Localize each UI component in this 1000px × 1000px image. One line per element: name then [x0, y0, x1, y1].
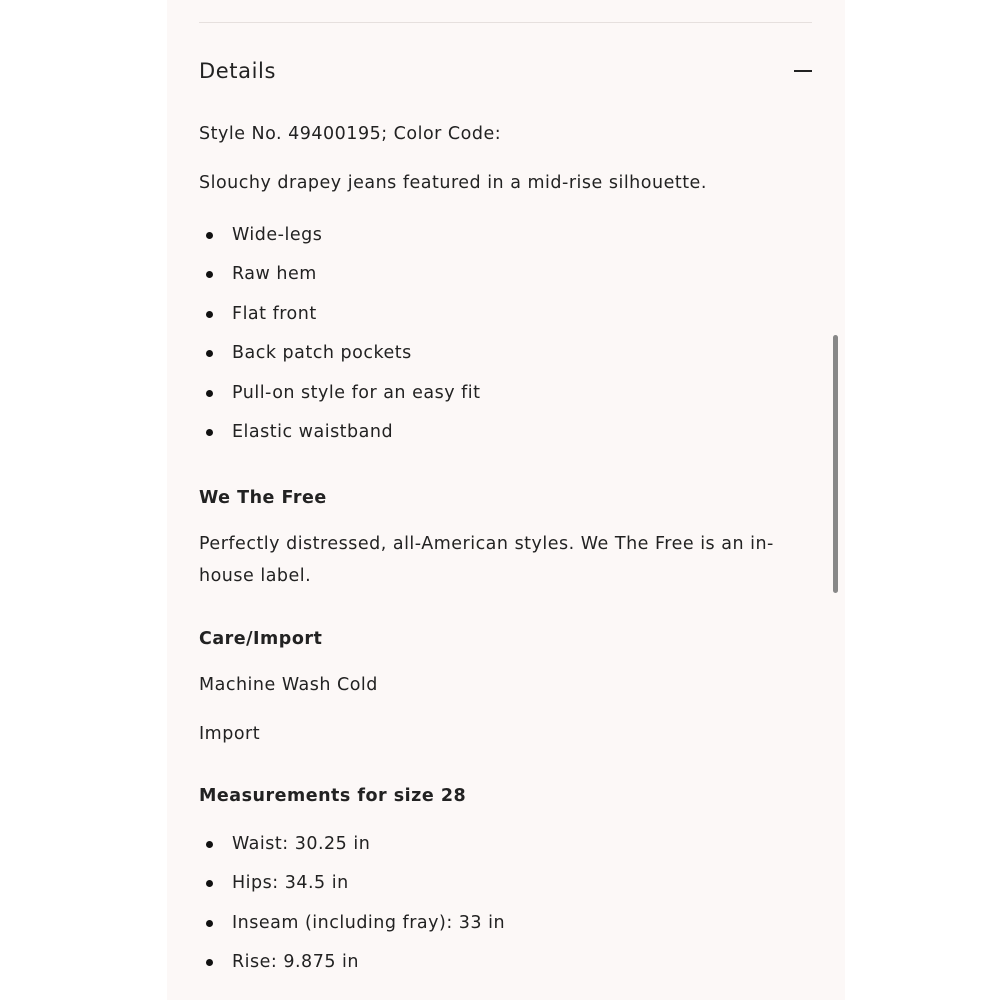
- list-item: [199, 413, 481, 452]
- feature-text: Elastic waistband: [232, 421, 394, 442]
- measurement-text: Waist: 30.25 in: [232, 834, 371, 854]
- product-details-panel: [167, 0, 845, 1000]
- bullet-icon: [206, 271, 213, 278]
- list-item: [199, 904, 505, 943]
- list-item: [199, 216, 481, 255]
- measurement-text: Inseam (including fray): 33 in: [232, 912, 506, 933]
- bullet-icon: [206, 841, 213, 848]
- feature-text: Wide-legs: [232, 225, 323, 245]
- list-item: [199, 825, 505, 864]
- bullet-icon: [206, 429, 213, 436]
- care-instructions: Machine Wash Cold: [199, 675, 378, 695]
- brand-heading: We The Free: [199, 488, 327, 508]
- product-description: Slouchy drapey jeans featured in a mid-rise silhouette.: [199, 173, 707, 193]
- section-divider: [199, 22, 812, 23]
- measurement-text: Rise: 9.875 in: [232, 952, 359, 973]
- details-title: Details: [199, 59, 277, 83]
- bullet-icon: [206, 350, 213, 357]
- feature-list: [199, 216, 481, 452]
- feature-text: Raw hem: [232, 264, 317, 285]
- bullet-icon: [206, 311, 213, 318]
- list-item: [199, 295, 481, 334]
- feature-text: Back patch pockets: [232, 343, 412, 364]
- list-item: [199, 334, 481, 373]
- bullet-icon: [206, 880, 213, 887]
- measurement-text: Hips: 34.5 in: [232, 873, 349, 894]
- import-text: Import: [199, 724, 261, 744]
- care-heading: Care/Import: [199, 629, 323, 649]
- bullet-icon: [206, 232, 213, 239]
- list-item: [199, 255, 481, 294]
- bullet-icon: [206, 959, 213, 966]
- list-item: [199, 864, 505, 903]
- scrollbar-thumb[interactable]: [833, 335, 838, 593]
- list-item: [199, 374, 481, 413]
- bullet-icon: [206, 390, 213, 397]
- measurements-heading: Measurements for size 28: [199, 786, 467, 806]
- bullet-icon: [206, 920, 213, 927]
- brand-description: Perfectly distressed, all-American styles. We The Free is an in-house label.: [199, 534, 774, 586]
- style-number-text: Style No. 49400195; Color Code:: [199, 124, 502, 144]
- list-item: [199, 943, 505, 982]
- minus-icon[interactable]: [794, 70, 812, 72]
- measurements-list: [199, 825, 505, 983]
- feature-text: Pull-on style for an easy fit: [232, 382, 481, 403]
- details-accordion-header[interactable]: [199, 56, 812, 88]
- feature-text: Flat front: [232, 303, 317, 324]
